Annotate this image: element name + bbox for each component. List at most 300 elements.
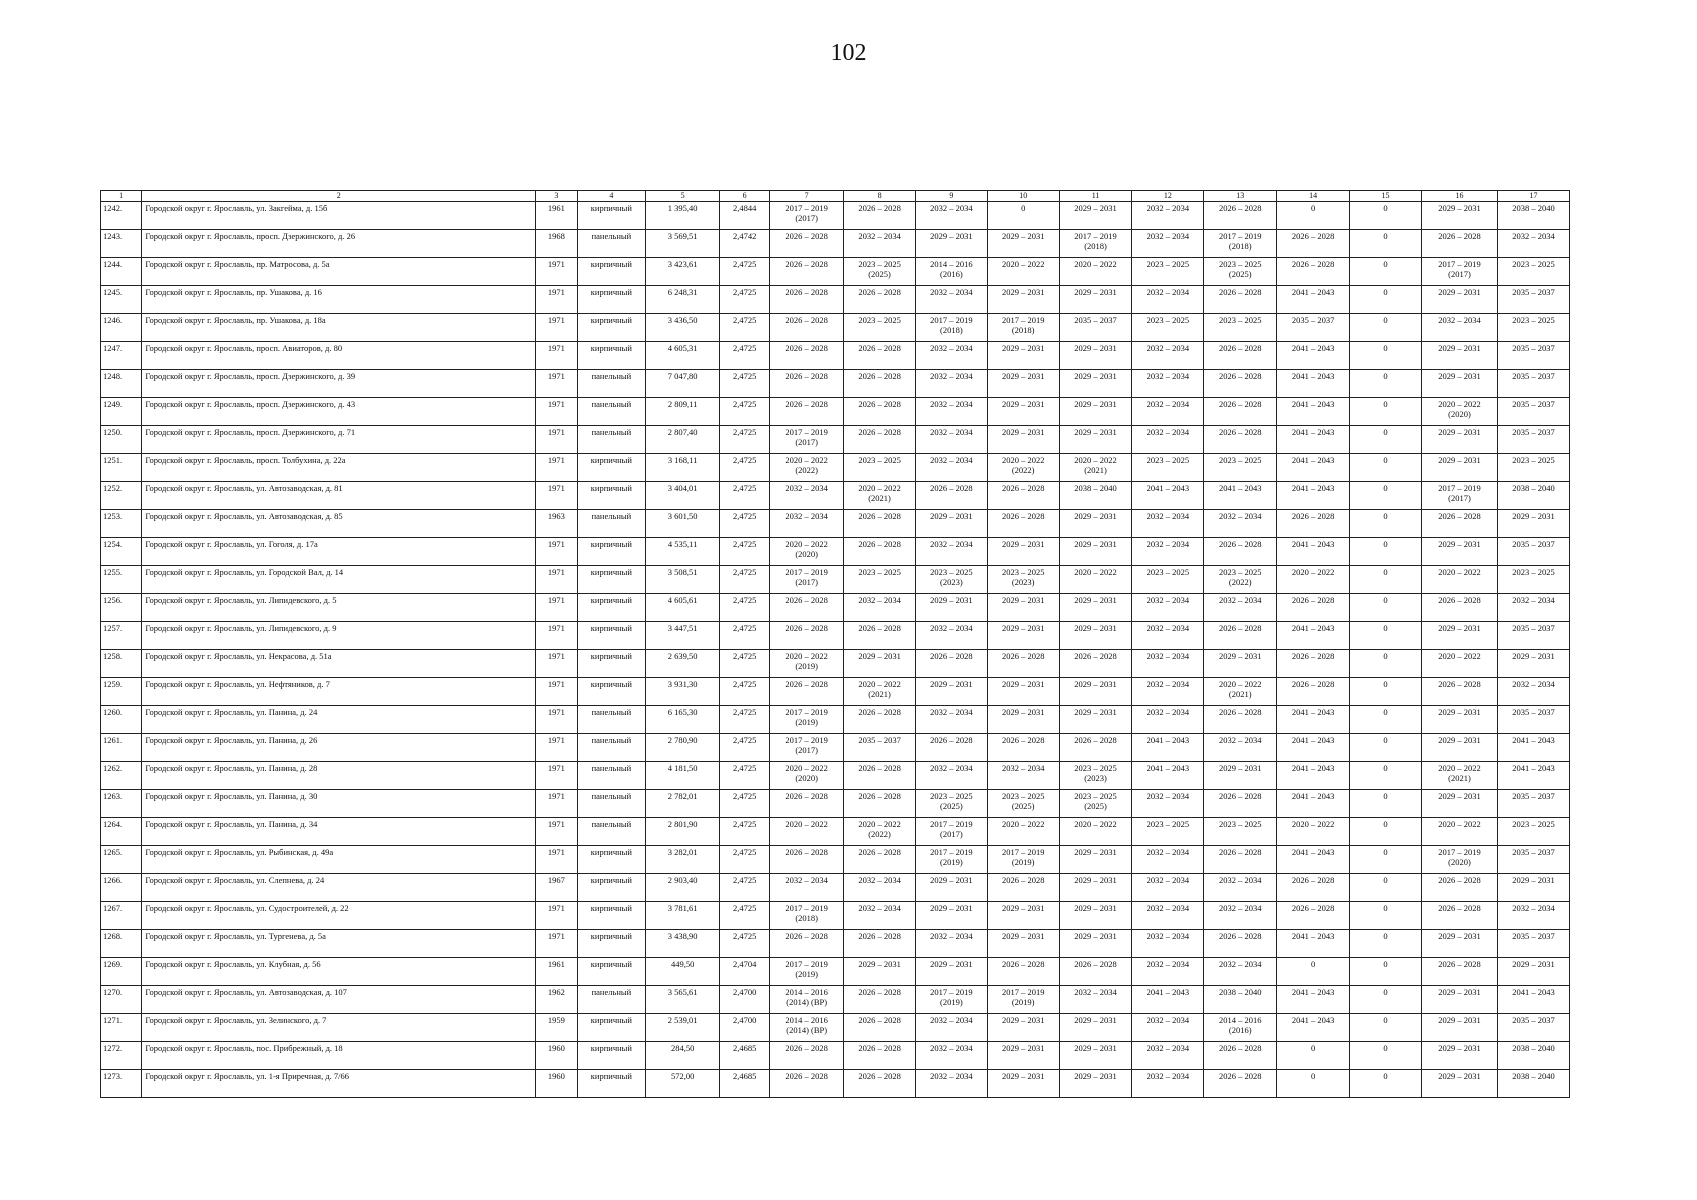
- table-cell: Городской округ г. Ярославль, ул. Панина, д. 30: [142, 790, 536, 818]
- table-cell: 2020 – 2022: [1421, 566, 1497, 594]
- table-cell: 2038 – 2040: [1498, 1070, 1570, 1098]
- table-cell: 2035 – 2037: [1498, 706, 1570, 734]
- table-cell: 4 535,11: [646, 538, 720, 566]
- table-cell: 2026 – 2028: [844, 538, 916, 566]
- table-cell: 0: [1277, 202, 1350, 230]
- table-cell: 2023 – 2025 (2022): [1204, 566, 1277, 594]
- table-cell: 1968: [536, 230, 577, 258]
- table-cell: 2035 – 2037: [1498, 342, 1570, 370]
- table-cell: 2029 – 2031: [1059, 930, 1132, 958]
- table-cell: 2 639,50: [646, 650, 720, 678]
- table-cell: 2029 – 2031: [844, 958, 916, 986]
- table-row: [101, 538, 1570, 566]
- table-cell: 2,4725: [720, 706, 770, 734]
- table-cell: 2 780,90: [646, 734, 720, 762]
- table-cell: 2029 – 2031: [987, 538, 1059, 566]
- table-cell: 2,4725: [720, 930, 770, 958]
- table-cell: 2032 – 2034: [1132, 510, 1204, 538]
- table-cell: 2029 – 2031: [1059, 1014, 1132, 1042]
- table-cell: кирпичный: [577, 930, 646, 958]
- table-cell: 2023 – 2025 (2023): [1059, 762, 1132, 790]
- table-cell: 2023 – 2025: [1132, 454, 1204, 482]
- table-cell: 2026 – 2028: [1421, 902, 1497, 930]
- table-cell: 1971: [536, 846, 577, 874]
- table-cell: 2032 – 2034: [1132, 230, 1204, 258]
- table-row: [101, 930, 1570, 958]
- table-cell: 2029 – 2031: [987, 622, 1059, 650]
- table-row: [101, 1042, 1570, 1070]
- table-cell: 2017 – 2019 (2017): [770, 734, 844, 762]
- table-cell: 2029 – 2031: [1421, 1042, 1497, 1070]
- table-cell: 2 807,40: [646, 426, 720, 454]
- table-cell: 2,4725: [720, 874, 770, 902]
- table-cell: 2,4725: [720, 342, 770, 370]
- table-cell: кирпичный: [577, 1070, 646, 1098]
- table-cell: 2032 – 2034: [770, 510, 844, 538]
- table-cell: 0: [1350, 678, 1422, 706]
- table-cell: 2026 – 2028: [770, 342, 844, 370]
- table-cell: 2 809,11: [646, 398, 720, 426]
- table-cell: 2026 – 2028: [1059, 958, 1132, 986]
- table-cell: 2035 – 2037: [1498, 286, 1570, 314]
- table-cell: 3 601,50: [646, 510, 720, 538]
- table-cell: 1256.: [101, 594, 142, 622]
- table-cell: 2032 – 2034: [915, 1042, 987, 1070]
- table-cell: 1971: [536, 454, 577, 482]
- table-cell: 1255.: [101, 566, 142, 594]
- table-cell: 2032 – 2034: [1132, 594, 1204, 622]
- table-cell: 2041 – 2043: [1132, 762, 1204, 790]
- table-cell: 2029 – 2031: [1421, 370, 1497, 398]
- table-row: [101, 566, 1570, 594]
- table-cell: 2020 – 2022: [1277, 566, 1350, 594]
- table-cell: 1247.: [101, 342, 142, 370]
- table-cell: 2026 – 2028: [1204, 846, 1277, 874]
- table-cell: 2029 – 2031: [987, 342, 1059, 370]
- table-cell: 2026 – 2028: [1277, 594, 1350, 622]
- table-cell: 2026 – 2028: [1204, 622, 1277, 650]
- table-cell: 2041 – 2043: [1498, 986, 1570, 1014]
- table-cell: 2023 – 2025 (2025): [1059, 790, 1132, 818]
- table-cell: 2020 – 2022 (2020): [770, 538, 844, 566]
- table-cell: 2026 – 2028: [770, 594, 844, 622]
- table-body: [101, 202, 1570, 1098]
- table-cell: 2032 – 2034: [1132, 622, 1204, 650]
- table-cell: 2017 – 2019 (2020): [1421, 846, 1497, 874]
- table-cell: 2029 – 2031: [987, 230, 1059, 258]
- table-row: [101, 986, 1570, 1014]
- table-cell: 2029 – 2031: [987, 594, 1059, 622]
- table-cell: 2032 – 2034: [915, 762, 987, 790]
- table-cell: 2023 – 2025 (2025): [987, 790, 1059, 818]
- table-cell: 2,4725: [720, 650, 770, 678]
- table-cell: 2026 – 2028: [844, 986, 916, 1014]
- table-cell: 0: [1350, 538, 1422, 566]
- table-cell: 4 181,50: [646, 762, 720, 790]
- table-cell: Городской округ г. Ярославль, просп. Дзержинского, д. 43: [142, 398, 536, 426]
- table-cell: Городской округ г. Ярославль, ул. Панина, д. 26: [142, 734, 536, 762]
- table-cell: 1248.: [101, 370, 142, 398]
- table-cell: 2029 – 2031: [1059, 622, 1132, 650]
- table-cell: 2026 – 2028: [987, 482, 1059, 510]
- table-cell: панельный: [577, 986, 646, 1014]
- table-cell: 2026 – 2028: [987, 734, 1059, 762]
- table-cell: 3 168,11: [646, 454, 720, 482]
- table-cell: 2029 – 2031: [1059, 510, 1132, 538]
- table-cell: 1960: [536, 1070, 577, 1098]
- table-cell: 2023 – 2025 (2025): [1204, 258, 1277, 286]
- table-cell: 2029 – 2031: [1421, 622, 1497, 650]
- table-cell: 2029 – 2031: [1421, 930, 1497, 958]
- table-cell: 2032 – 2034: [915, 930, 987, 958]
- table-cell: 1971: [536, 538, 577, 566]
- column-number: 14: [1277, 191, 1350, 202]
- table-cell: 2041 – 2043: [1277, 538, 1350, 566]
- table-cell: 2020 – 2022: [987, 258, 1059, 286]
- table-cell: 2035 – 2037: [1498, 370, 1570, 398]
- column-number: 17: [1498, 191, 1570, 202]
- table-cell: 0: [1350, 1042, 1422, 1070]
- table-cell: 2041 – 2043: [1277, 622, 1350, 650]
- column-number: 8: [844, 191, 916, 202]
- table-cell: 2029 – 2031: [1421, 1014, 1497, 1042]
- page-number: 102: [830, 40, 867, 66]
- table-cell: кирпичный: [577, 958, 646, 986]
- table-cell: 2026 – 2028: [1059, 734, 1132, 762]
- table-row: [101, 790, 1570, 818]
- table-cell: 2032 – 2034: [1498, 594, 1570, 622]
- table-cell: Городской округ г. Ярославль, просп. Дзержинского, д. 26: [142, 230, 536, 258]
- table-cell: 2020 – 2022: [1277, 818, 1350, 846]
- table-cell: 2035 – 2037: [1498, 538, 1570, 566]
- table-cell: 572,00: [646, 1070, 720, 1098]
- table-cell: 2035 – 2037: [844, 734, 916, 762]
- table-cell: 2,4725: [720, 902, 770, 930]
- table-cell: 2029 – 2031: [1059, 1070, 1132, 1098]
- table-cell: 2020 – 2022: [987, 818, 1059, 846]
- table-cell: 2026 – 2028: [844, 342, 916, 370]
- table-cell: 2023 – 2025: [1132, 258, 1204, 286]
- table-cell: 2020 – 2022 (2022): [844, 818, 916, 846]
- table-cell: 0: [1350, 370, 1422, 398]
- table-cell: 2029 – 2031: [987, 1070, 1059, 1098]
- table-cell: 0: [1350, 314, 1422, 342]
- table-cell: 2032 – 2034: [1132, 286, 1204, 314]
- table-cell: 2017 – 2019 (2019): [770, 958, 844, 986]
- table-cell: 2026 – 2028: [844, 930, 916, 958]
- table-cell: 1971: [536, 286, 577, 314]
- table-cell: 2029 – 2031: [1059, 1042, 1132, 1070]
- table-cell: 2,4725: [720, 538, 770, 566]
- table-cell: 0: [1350, 202, 1422, 230]
- table-cell: Городской округ г. Ярославль, ул. Некрасова, д. 51а: [142, 650, 536, 678]
- table-cell: 3 569,51: [646, 230, 720, 258]
- table-cell: 1264.: [101, 818, 142, 846]
- table-cell: 2029 – 2031: [987, 1014, 1059, 1042]
- column-number: 13: [1204, 191, 1277, 202]
- table-cell: 2041 – 2043: [1277, 370, 1350, 398]
- table-cell: Городской округ г. Ярославль, ул. Закгейма, д. 15б: [142, 202, 536, 230]
- table-cell: 2041 – 2043: [1498, 734, 1570, 762]
- table-cell: 2026 – 2028: [770, 930, 844, 958]
- column-number: 15: [1350, 191, 1422, 202]
- table-cell: 2020 – 2022 (2019): [770, 650, 844, 678]
- table-cell: 2035 – 2037: [1498, 426, 1570, 454]
- table-cell: 2029 – 2031: [915, 902, 987, 930]
- table-cell: 1961: [536, 958, 577, 986]
- table-cell: 2032 – 2034: [1498, 678, 1570, 706]
- table-cell: 2020 – 2022: [1059, 258, 1132, 286]
- table-cell: 2023 – 2025 (2023): [915, 566, 987, 594]
- table-cell: 2032 – 2034: [1132, 678, 1204, 706]
- table-cell: 2 782,01: [646, 790, 720, 818]
- table-cell: 2032 – 2034: [915, 538, 987, 566]
- table-cell: 2017 – 2019 (2017): [770, 566, 844, 594]
- table-cell: 2,4725: [720, 678, 770, 706]
- table-cell: 2029 – 2031: [987, 706, 1059, 734]
- column-number: 2: [142, 191, 536, 202]
- table-cell: 2029 – 2031: [915, 678, 987, 706]
- table-cell: 2,4725: [720, 734, 770, 762]
- table-cell: 0: [1350, 650, 1422, 678]
- table-cell: 2,4700: [720, 986, 770, 1014]
- table-cell: кирпичный: [577, 846, 646, 874]
- housing-register-table: [100, 190, 1570, 1098]
- table-cell: панельный: [577, 426, 646, 454]
- table-cell: 1262.: [101, 762, 142, 790]
- table-cell: 0: [1350, 874, 1422, 902]
- table-cell: 2026 – 2028: [770, 398, 844, 426]
- table-cell: 2020 – 2022: [1059, 818, 1132, 846]
- table-cell: 2032 – 2034: [915, 370, 987, 398]
- table-cell: 2026 – 2028: [1277, 874, 1350, 902]
- table-cell: 2041 – 2043: [1277, 734, 1350, 762]
- table-cell: кирпичный: [577, 678, 646, 706]
- table-cell: 2026 – 2028: [1277, 902, 1350, 930]
- table-cell: 2017 – 2019 (2019): [915, 986, 987, 1014]
- table-cell: 2032 – 2034: [915, 454, 987, 482]
- table-cell: 2023 – 2025: [1204, 314, 1277, 342]
- table-cell: Городской округ г. Ярославль, ул. Зелинского, д. 7: [142, 1014, 536, 1042]
- table-cell: 2029 – 2031: [1059, 342, 1132, 370]
- table-cell: 2017 – 2019 (2018): [1204, 230, 1277, 258]
- table-cell: 2029 – 2031: [915, 594, 987, 622]
- table-cell: 0: [1277, 1070, 1350, 1098]
- table-cell: 2023 – 2025 (2025): [844, 258, 916, 286]
- table-cell: 1971: [536, 678, 577, 706]
- table-cell: 2035 – 2037: [1277, 314, 1350, 342]
- table-cell: 1246.: [101, 314, 142, 342]
- table-cell: 2023 – 2025: [1498, 314, 1570, 342]
- table-cell: 2032 – 2034: [844, 902, 916, 930]
- table-cell: 1971: [536, 650, 577, 678]
- table-cell: Городской округ г. Ярославль, просп. Авиаторов, д. 80: [142, 342, 536, 370]
- table-cell: 2,4725: [720, 482, 770, 510]
- table-cell: 1971: [536, 342, 577, 370]
- table-cell: 2014 – 2016 (2016): [1204, 1014, 1277, 1042]
- table-cell: Городской округ г. Ярославль, ул. Нефтяников, д. 7: [142, 678, 536, 706]
- table-cell: 2014 – 2016 (2016): [915, 258, 987, 286]
- table-cell: 2017 – 2019 (2017): [1421, 482, 1497, 510]
- table-cell: кирпичный: [577, 202, 646, 230]
- table-cell: 2032 – 2034: [1204, 734, 1277, 762]
- table-cell: 2026 – 2028: [770, 678, 844, 706]
- table-cell: 2 539,01: [646, 1014, 720, 1042]
- table-cell: 2032 – 2034: [844, 230, 916, 258]
- table-row: [101, 454, 1570, 482]
- table-cell: 2029 – 2031: [1498, 650, 1570, 678]
- table-cell: 2023 – 2025: [1132, 818, 1204, 846]
- table-cell: 1249.: [101, 398, 142, 426]
- table-cell: 2020 – 2022 (2021): [1204, 678, 1277, 706]
- table-cell: 2026 – 2028: [1204, 538, 1277, 566]
- table-cell: Городской округ г. Ярославль, ул. Слепнева, д. 24: [142, 874, 536, 902]
- table-row: [101, 426, 1570, 454]
- table-cell: 2038 – 2040: [1059, 482, 1132, 510]
- table-cell: 3 931,30: [646, 678, 720, 706]
- table-cell: 2020 – 2022: [1421, 650, 1497, 678]
- table-cell: Городской округ г. Ярославль, пр. Ушакова, д. 16: [142, 286, 536, 314]
- table-cell: 2032 – 2034: [1132, 902, 1204, 930]
- table-cell: 2020 – 2022 (2021): [844, 482, 916, 510]
- table-cell: 0: [1350, 230, 1422, 258]
- table-cell: кирпичный: [577, 566, 646, 594]
- table-cell: 1960: [536, 1042, 577, 1070]
- table-row: [101, 342, 1570, 370]
- table-cell: 2 903,40: [646, 874, 720, 902]
- table-row: [101, 258, 1570, 286]
- table-cell: 3 423,61: [646, 258, 720, 286]
- table-cell: 2026 – 2028: [1277, 650, 1350, 678]
- table-cell: 1269.: [101, 958, 142, 986]
- table-cell: 2038 – 2040: [1498, 202, 1570, 230]
- table-cell: 2026 – 2028: [844, 790, 916, 818]
- table-cell: 3 565,61: [646, 986, 720, 1014]
- table-cell: 2029 – 2031: [915, 230, 987, 258]
- table-cell: Городской округ г. Ярославль, ул. Липидевского, д. 9: [142, 622, 536, 650]
- table-cell: 2032 – 2034: [1421, 314, 1497, 342]
- table-cell: 2041 – 2043: [1277, 482, 1350, 510]
- table-cell: 2041 – 2043: [1132, 482, 1204, 510]
- table-cell: 2023 – 2025: [1498, 258, 1570, 286]
- table-cell: 2032 – 2034: [844, 594, 916, 622]
- table-cell: 1971: [536, 314, 577, 342]
- table-cell: 2032 – 2034: [1132, 370, 1204, 398]
- table-cell: 3 508,51: [646, 566, 720, 594]
- column-number: 11: [1059, 191, 1132, 202]
- table-cell: 2,4700: [720, 1014, 770, 1042]
- table-cell: кирпичный: [577, 454, 646, 482]
- table-cell: 2,4725: [720, 510, 770, 538]
- table-cell: 2032 – 2034: [1132, 342, 1204, 370]
- table-cell: кирпичный: [577, 1014, 646, 1042]
- table-cell: 2032 – 2034: [915, 706, 987, 734]
- table-cell: 2029 – 2031: [1498, 958, 1570, 986]
- table-cell: 2032 – 2034: [844, 874, 916, 902]
- table-cell: 2026 – 2028: [844, 706, 916, 734]
- table-cell: 2032 – 2034: [1132, 538, 1204, 566]
- column-number: 6: [720, 191, 770, 202]
- table-cell: 1962: [536, 986, 577, 1014]
- table-cell: 2,4725: [720, 762, 770, 790]
- table-cell: 2032 – 2034: [770, 482, 844, 510]
- table-cell: 2023 – 2025: [1204, 818, 1277, 846]
- table-cell: 2,4725: [720, 846, 770, 874]
- table-cell: 2020 – 2022 (2021): [1421, 762, 1497, 790]
- table-cell: Городской округ г. Ярославль, ул. Автозаводская, д. 85: [142, 510, 536, 538]
- table-cell: 2029 – 2031: [987, 902, 1059, 930]
- table-cell: 2020 – 2022: [770, 818, 844, 846]
- table-cell: 2026 – 2028: [1421, 510, 1497, 538]
- table-cell: 2026 – 2028: [1059, 650, 1132, 678]
- table-cell: Городской округ г. Ярославль, ул. Автозаводская, д. 107: [142, 986, 536, 1014]
- table-cell: 2026 – 2028: [987, 874, 1059, 902]
- table-cell: 1272.: [101, 1042, 142, 1070]
- table-cell: 1971: [536, 426, 577, 454]
- table-cell: 2041 – 2043: [1277, 846, 1350, 874]
- table-cell: 2029 – 2031: [915, 510, 987, 538]
- table-cell: 2026 – 2028: [1204, 426, 1277, 454]
- table-cell: 0: [1350, 398, 1422, 426]
- table-cell: 2041 – 2043: [1277, 706, 1350, 734]
- table-cell: 0: [1277, 958, 1350, 986]
- table-cell: 2029 – 2031: [1059, 538, 1132, 566]
- table-cell: 2026 – 2028: [1277, 678, 1350, 706]
- table-cell: 0: [1350, 1070, 1422, 1098]
- table-cell: 1971: [536, 482, 577, 510]
- table-cell: кирпичный: [577, 286, 646, 314]
- table-row: [101, 874, 1570, 902]
- table-cell: 2023 – 2025: [844, 566, 916, 594]
- table-cell: Городской округ г. Ярославль, ул. Автозаводская, д. 81: [142, 482, 536, 510]
- table-cell: 2026 – 2028: [844, 398, 916, 426]
- table-cell: 2,4685: [720, 1042, 770, 1070]
- table-cell: 0: [1350, 566, 1422, 594]
- table-cell: 2032 – 2034: [1132, 930, 1204, 958]
- table-cell: кирпичный: [577, 622, 646, 650]
- table-cell: 1259.: [101, 678, 142, 706]
- table-cell: панельный: [577, 370, 646, 398]
- table-cell: 2023 – 2025: [844, 454, 916, 482]
- table-cell: 0: [987, 202, 1059, 230]
- table-cell: 1971: [536, 734, 577, 762]
- table-cell: 1271.: [101, 1014, 142, 1042]
- table-cell: 2032 – 2034: [987, 762, 1059, 790]
- table-cell: 2026 – 2028: [844, 1014, 916, 1042]
- table-cell: 2041 – 2043: [1277, 930, 1350, 958]
- table-row: [101, 482, 1570, 510]
- table-cell: 2038 – 2040: [1498, 1042, 1570, 1070]
- table-cell: кирпичный: [577, 874, 646, 902]
- table-cell: кирпичный: [577, 258, 646, 286]
- table-cell: 2017 – 2019 (2018): [1059, 230, 1132, 258]
- table-cell: панельный: [577, 706, 646, 734]
- table-cell: 2038 – 2040: [1204, 986, 1277, 1014]
- table-cell: 2032 – 2034: [1204, 874, 1277, 902]
- table-cell: 2029 – 2031: [915, 874, 987, 902]
- table-cell: 2032 – 2034: [915, 426, 987, 454]
- table-cell: 2,4725: [720, 426, 770, 454]
- table-cell: 2026 – 2028: [844, 1042, 916, 1070]
- table-cell: 1 395,40: [646, 202, 720, 230]
- table-cell: 0: [1350, 706, 1422, 734]
- table-row: [101, 958, 1570, 986]
- table-cell: 1268.: [101, 930, 142, 958]
- table-cell: 1244.: [101, 258, 142, 286]
- table-cell: 0: [1350, 902, 1422, 930]
- table-cell: 2026 – 2028: [770, 314, 844, 342]
- table-cell: 2029 – 2031: [1059, 874, 1132, 902]
